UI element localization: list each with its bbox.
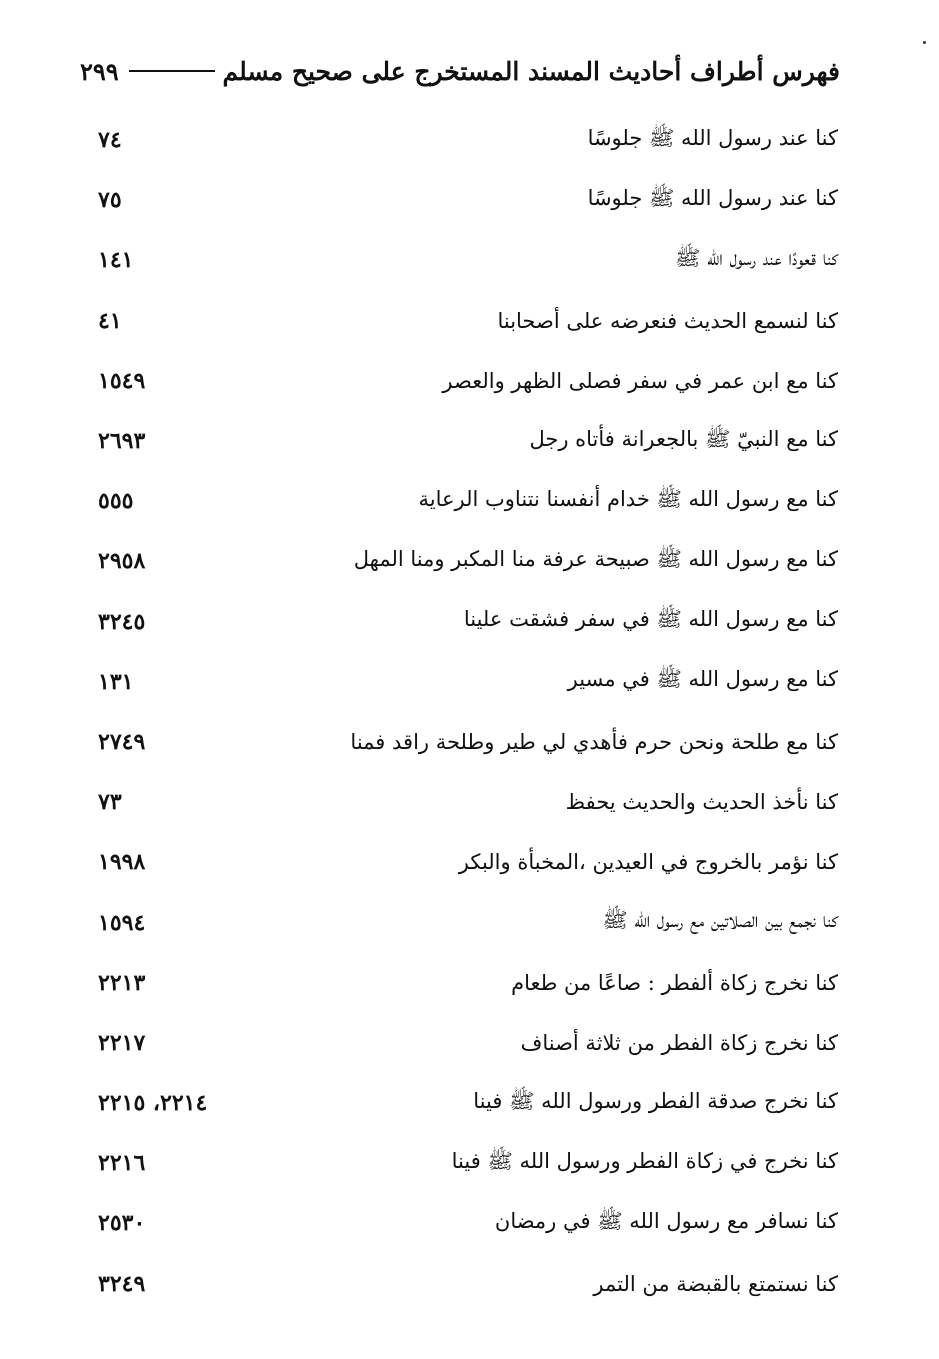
hadith-opening-phrase: كنا مع طلحة ونحن حرم فأهدي لي طير وطلحة راقد فمنا xyxy=(350,729,838,754)
hadith-opening-phrase: كنا مع رسول الله ﷺ صبيحة عرفة منا المكبر ومنا المهل xyxy=(353,546,838,571)
index-entry xyxy=(80,1073,838,1133)
hadith-reference-numbers: ٣٢٤٥ xyxy=(98,608,146,635)
hadith-opening-phrase: كنا مع رسول الله ﷺ في سفر فشقت علينا xyxy=(463,607,838,632)
hadith-reference-numbers: ١٥٤٩ xyxy=(98,367,146,394)
hadith-index-list xyxy=(80,110,838,1314)
hadith-reference-numbers: ٢٦٩٣ xyxy=(98,428,146,455)
hadith-opening-phrase: كنا نخرج صدقة الفطر ورسول الله ﷺ فينا xyxy=(473,1088,838,1113)
running-title: فهرس أطراف أحاديث المسند المستخرج على صحيح مسلم xyxy=(222,56,840,86)
hadith-reference-numbers: ٢٢١٧ xyxy=(98,1029,146,1056)
hadith-opening-phrase: كنا عند رسول الله ﷺ جلوسًا xyxy=(587,125,838,150)
hadith-opening-phrase: كنا نخرج زكاة الفطر من ثلاثة أصناف xyxy=(520,1030,838,1055)
hadith-reference-numbers: ١٤١ xyxy=(98,247,134,274)
header-rule xyxy=(129,70,215,72)
index-entry xyxy=(80,953,838,1013)
hadith-reference-numbers: ٢٢١٦ xyxy=(98,1150,146,1177)
hadith-reference-numbers: ٤١ xyxy=(98,307,122,334)
hadith-opening-phrase: كنا مع رسول الله ﷺ خدام أنفسنا نتناوب الرعاية xyxy=(418,486,838,511)
hadith-reference-numbers: ٧٥ xyxy=(98,187,122,214)
hadith-reference-numbers: ٥٥٥ xyxy=(98,488,134,515)
hadith-reference-numbers: ٣٢٤٩ xyxy=(98,1270,146,1297)
hadith-opening-phrase: كنا مع النبيّ ﷺ بالجعرانة فأتاه رجل xyxy=(529,426,838,451)
index-entry xyxy=(80,110,838,170)
page-number: ٢٩٩ xyxy=(80,56,119,86)
running-head xyxy=(80,50,840,92)
hadith-opening-phrase: كنا عند رسول الله ﷺ جلوسًا xyxy=(587,185,838,210)
hadith-opening-phrase: كنا نؤمر بالخروج في العيدين ،المخبأة والبكر xyxy=(458,850,838,875)
index-entry xyxy=(80,471,838,531)
hadith-opening-phrase: كنا نجمع بين الصلاتين مع رسول الله ﷺ xyxy=(602,908,838,933)
index-entry xyxy=(80,291,838,351)
index-entry xyxy=(80,712,838,772)
hadith-opening-phrase: كنا نأخذ الحديث والحديث يحفظ xyxy=(565,790,838,815)
index-entry xyxy=(80,892,838,952)
hadith-opening-phrase: كنا نستمتع بالقبضة من التمر xyxy=(593,1271,838,1296)
hadith-opening-phrase: كنا نخرج في زكاة الفطر ورسول الله ﷺ فينا xyxy=(451,1148,838,1173)
index-entry xyxy=(80,1013,838,1073)
hadith-reference-numbers: ٢٥٣٠ xyxy=(98,1210,146,1237)
hadith-reference-numbers: ١٩٩٨ xyxy=(98,849,146,876)
margin-mark xyxy=(923,41,926,44)
hadith-reference-numbers: ٧٣ xyxy=(98,789,122,816)
hadith-reference-numbers: ٧٤ xyxy=(98,127,122,154)
hadith-reference-numbers: ٢٧٤٩ xyxy=(98,728,146,755)
index-entry xyxy=(80,652,838,712)
index-entry xyxy=(80,1254,838,1314)
hadith-opening-phrase: كنا نخرج زكاة ألفطر : صاعًا من طعام xyxy=(511,970,838,995)
index-entry xyxy=(80,230,838,290)
hadith-opening-phrase: كنا مع ابن عمر في سفر فصلى الظهر والعصر xyxy=(442,368,838,393)
index-entry xyxy=(80,1133,838,1193)
hadith-opening-phrase: كنا مع رسول الله ﷺ في مسير xyxy=(567,667,838,692)
hadith-opening-phrase: كنا قعودًا عند رسول الله ﷺ xyxy=(675,245,838,270)
index-entry xyxy=(80,592,838,652)
index-entry xyxy=(80,772,838,832)
hadith-reference-numbers: ١٥٩٤ xyxy=(98,909,146,936)
index-entry xyxy=(80,1193,838,1253)
hadith-reference-numbers: ٢٩٥٨ xyxy=(98,548,146,575)
index-entry xyxy=(80,832,838,892)
hadith-reference-numbers: ٢٢١٤، ٢٢١٥ xyxy=(98,1090,208,1117)
hadith-opening-phrase: كنا نسافر مع رسول الله ﷺ في رمضان xyxy=(494,1208,838,1233)
index-entry xyxy=(80,531,838,591)
hadith-opening-phrase: كنا لنسمع الحديث فنعرضه على أصحابنا xyxy=(497,308,838,333)
index-entry xyxy=(80,351,838,411)
hadith-reference-numbers: ٢٢١٣ xyxy=(98,969,146,996)
hadith-reference-numbers: ١٣١ xyxy=(98,668,134,695)
index-entry xyxy=(80,170,838,230)
index-entry xyxy=(80,411,838,471)
